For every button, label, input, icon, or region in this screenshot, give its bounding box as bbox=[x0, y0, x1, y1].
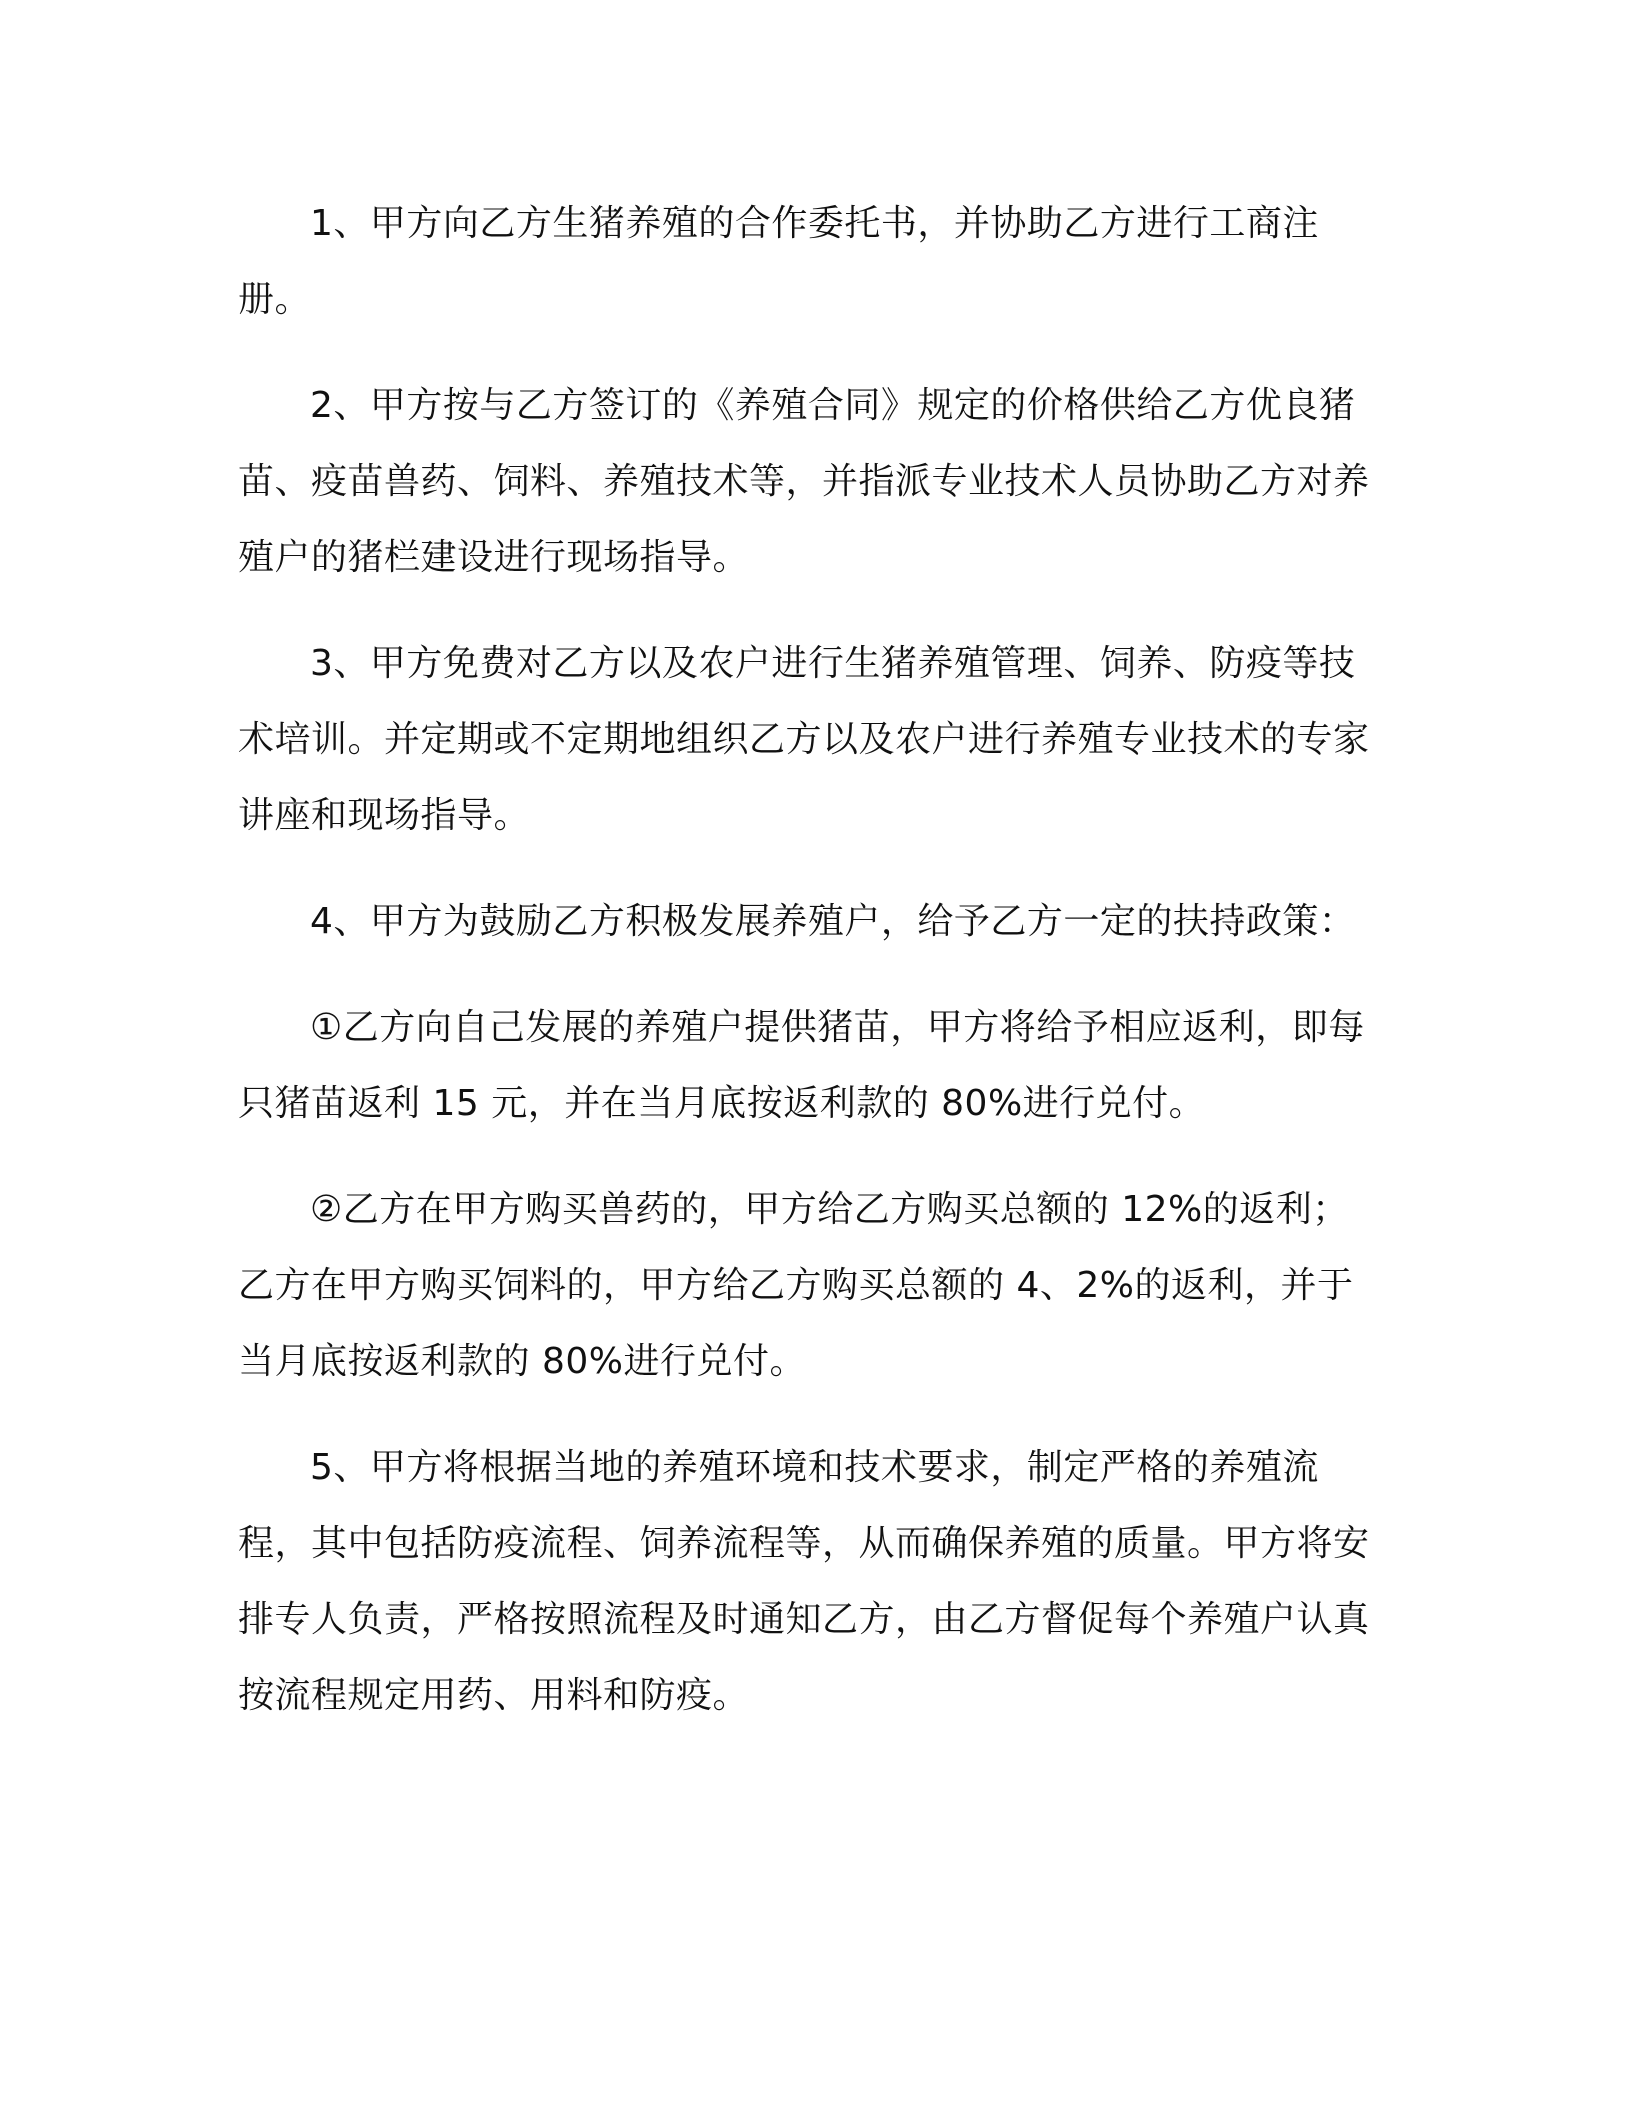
paragraph-5: 5、甲方将根据当地的养殖环境和技术要求，制定严格的养殖流程，其中包括防疫流程、饲养流程等，从而确保养殖的质量。甲方将安排专人负责，严格按照流程及时通知乙方，由乙方督促每个养殖户认真按流程规定用药、用料和防疫。 bbox=[238, 1447, 1370, 1716]
paragraph-3: 3、甲方免费对乙方以及农户进行生猪养殖管理、饲养、防疫等技术培训。并定期或不定期地组织乙方以及农户进行养殖专业技术的专家讲座和现场指导。 bbox=[238, 643, 1370, 836]
paragraph-4-item-1: ①乙方向自己发展的养殖户提供猪苗，甲方将给予相应返利，即每只猪苗返利 15 元，并在当月底按返利款的 80%进行兑付。 bbox=[238, 1007, 1365, 1124]
paragraph-2: 2、甲方按与乙方签订的《养殖合同》规定的价格供给乙方优良猪苗、疫苗兽药、饲料、养殖技术等，并指派专业技术人员协助乙方对养殖户的猪栏建设进行现场指导。 bbox=[238, 385, 1370, 578]
paragraph-1: 1、甲方向乙方生猪养殖的合作委托书，并协助乙方进行工商注册。 bbox=[238, 203, 1319, 320]
paragraph-4: 4、甲方为鼓励乙方积极发展养殖户，给予乙方一定的扶持政策： bbox=[310, 901, 1356, 942]
paragraph-4-item-2: ②乙方在甲方购买兽药的，甲方给乙方购买总额的 12%的返利；乙方在甲方购买饲料的，甲方给乙方购买总额的 4、2%的返利，并于当月底按返利款的 80%进行兑付。 bbox=[238, 1189, 1354, 1382]
document-body bbox=[238, 186, 1378, 1734]
